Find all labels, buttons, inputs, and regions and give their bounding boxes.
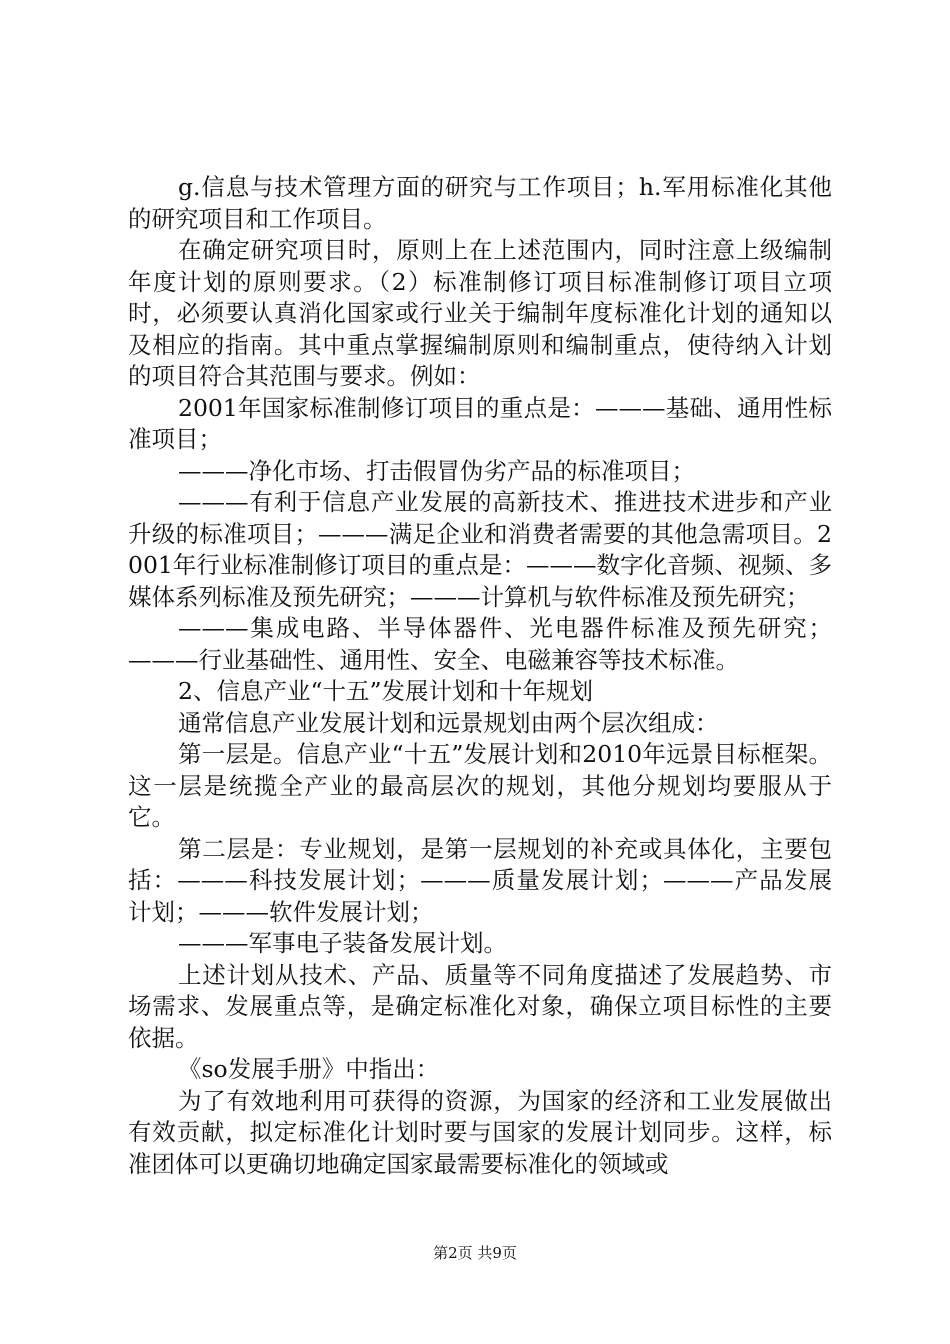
- page-footer: 第2页 共9页: [433, 1244, 517, 1262]
- paragraph-2: 在确定研究项目时，原则上在上述范围内，同时注意上级编制年度计划的原则要求。（2）标准制修订项目标准制修订项目立项时，必须要认真消化国家或行业关于编制年度标准化计划的通知以及相应的指南。其中重点掌握编制原则和编制重点，使待纳入计划的项目符合其范围与要求。例如：: [128, 236, 832, 390]
- paragraph-11: ———军事电子装备发展计划。: [178, 929, 507, 957]
- paragraph-1: g.信息与技术管理方面的研究与工作项目；h.军用标准化其他的研究项目和工作项目。: [128, 173, 832, 233]
- document-body: [128, 172, 832, 1180]
- paragraph-8: 通常信息产业发展计划和远景规划由两个层次组成：: [178, 708, 719, 737]
- paragraph-10: 第二层是：专业规划，是第一层规划的补充或具体化，主要包括：———科技发展计划；———质量发展计划；———产品发展计划；———软件发展计划；: [128, 834, 832, 926]
- paragraph-7: 2、信息产业“十五”发展计划和十年规划: [178, 677, 593, 705]
- paragraph-12: 上述计划从技术、产品、质量等不同角度描述了发展趋势、市场需求、发展重点等，是确定标准化对象，确保立项目标性的主要依据。: [128, 960, 832, 1052]
- paragraph-6: ———集成电路、半导体器件、光电器件标准及预先研究；———行业基础性、通用性、安全、电磁兼容等技术标准。: [128, 614, 832, 674]
- paragraph-3: 2001年国家标准制修订项目的重点是：———基础、通用性标准项目；: [128, 393, 832, 453]
- paragraph-4: ———净化市场、打击假冒伪劣产品的标准项目；: [178, 456, 695, 485]
- paragraph-5: ———有利于信息产业发展的高新技术、推进技术进步和产业升级的标准项目；———满足企业和消费者需要的其他急需项目。2001年行业标准制修订项目的重点是：———数字化音频、视频、多媒体系列标准及预先研究；———计算机与软件标准及预先研究；: [128, 488, 832, 611]
- paragraph-14: 为了有效地利用可获得的资源，为国家的经济和工业发展做出有效贡献，拟定标准化计划时要与国家的发展计划同步。这样，标准团体可以更确切地确定国家最需要标准化的领域或: [128, 1086, 832, 1178]
- paragraph-9: 第一层是。信息产业“十五”发展计划和2010年远景目标框架。这一层是统揽全产业的最高层次的规划，其他分规划均要服从于它。: [128, 740, 832, 831]
- paragraph-13: 《so发展手册》中指出：: [178, 1055, 440, 1083]
